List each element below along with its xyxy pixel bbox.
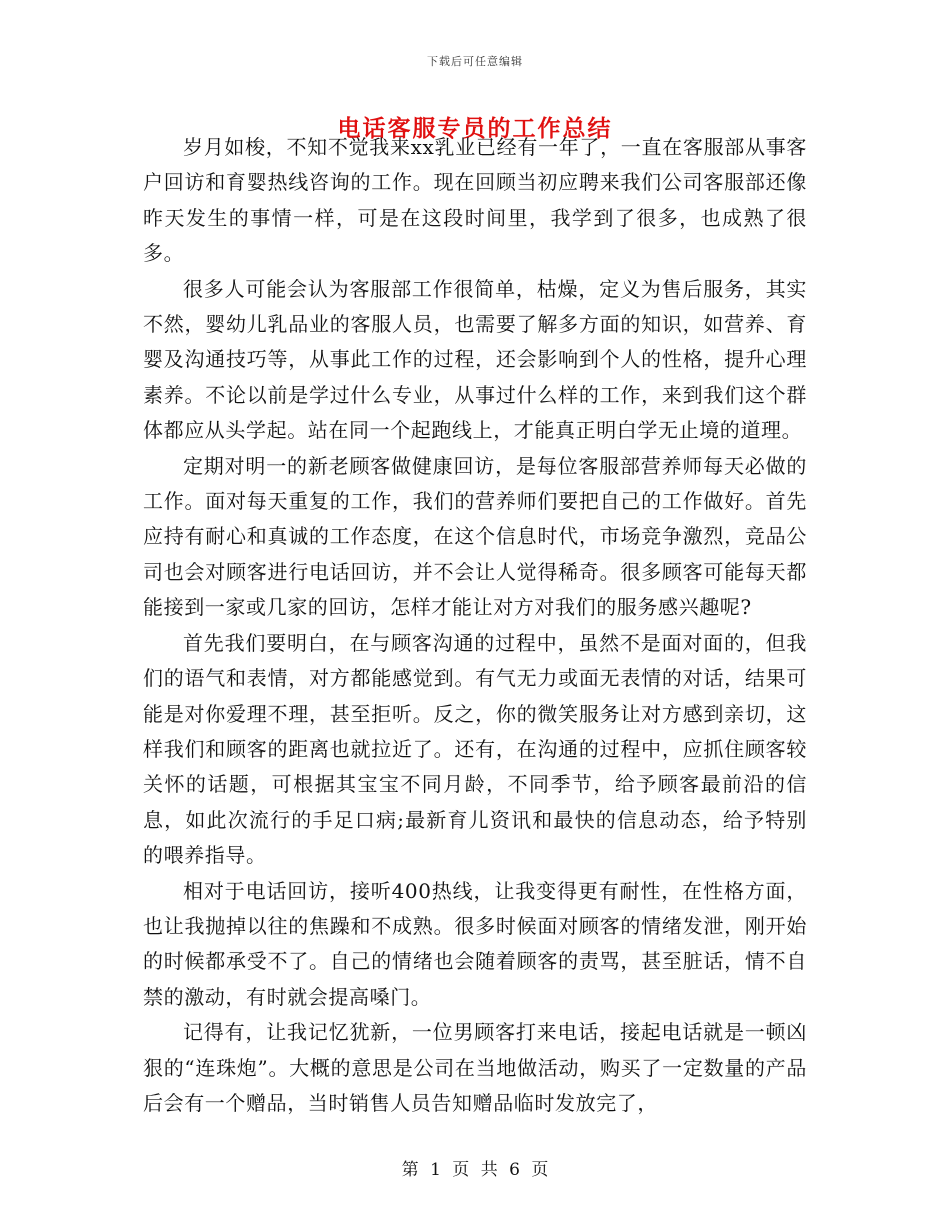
paragraph: 定期对明一的新老顾客做健康回访，是每位客服部营养师每天必做的工作。面对每天重复的工作，我们的营养师们要把自己的工作做好。首先应持有耐心和真诚的工作态度，在这个信息时代，市场竞争激烈，竞品公司也会对顾客进行电话回访，并不会让人觉得稀奇。很多顾客可能每天都能接到一家或几家的回访，怎样才能让对方对我们的服务感兴趣呢? [143,453,807,620]
document-title: 电话客服专员的工作总结 [337,115,613,142]
paragraph: 首先我们要明白，在与顾客沟通的过程中，虽然不是面对面的，但我们的语气和表情，对方都能感觉到。有气无力或面无表情的对话，结果可能是对你爱理不理，甚至拒听。反之，你的微笑服务让对方感到亲切，这样我们和顾客的距离也就拉近了。还有，在沟通的过程中，应抓住顾客较关怀的话题，可根据其宝宝不同月龄，不同季节，给予顾客最前沿的信息，如此次流行的手足口病;最新育儿资讯和最快的信息动态，给予特别的喂养指导。 [143,630,807,868]
page-number: 第 1 页 共 6 页 [401,1160,549,1180]
paragraph: 很多人可能会认为客服部工作很简单，枯燥，定义为售后服务，其实不然，婴幼儿乳品业的客服人员，也需要了解多方面的知识，如营养、育婴及沟通技巧等，从事此工作的过程，还会影响到个人的性格，提升心理素养。不论以前是学过什么专业，从事过什么样的工作，来到我们这个群体都应从头学起。站在同一个起跑线上，才能真正明白学无止境的道理。 [143,276,807,443]
paragraph: 岁月如梭，不知不觉我来xx乳业已经有一年了，一直在客服部从事客户回访和育婴热线咨询的工作。现在回顾当初应聘来我们公司客服部还像昨天发生的事情一样，可是在这段时间里，我学到了很多，也成熟了很多。 [143,135,807,266]
paragraph: 记得有，让我记忆犹新，一位男顾客打来电话，接起电话就是一顿凶狠的“连珠炮”。大概的意思是公司在当地做活动，购买了一定数量的产品后会有一个赠品，当时销售人员告知赠品临时发放完了， [143,1020,807,1115]
document-body [143,130,807,1121]
header-note: 下载后可任意编辑 [427,55,523,68]
paragraph: 相对于电话回访，接听400热线，让我变得更有耐性，在性格方面，也让我抛掉以往的焦躁和不成熟。很多时候面对顾客的情绪发泄，刚开始的时候都承受不了。自己的情绪也会随着顾客的责骂，甚至脏话，情不自禁的激动，有时就会提高嗓门。 [143,878,807,1009]
